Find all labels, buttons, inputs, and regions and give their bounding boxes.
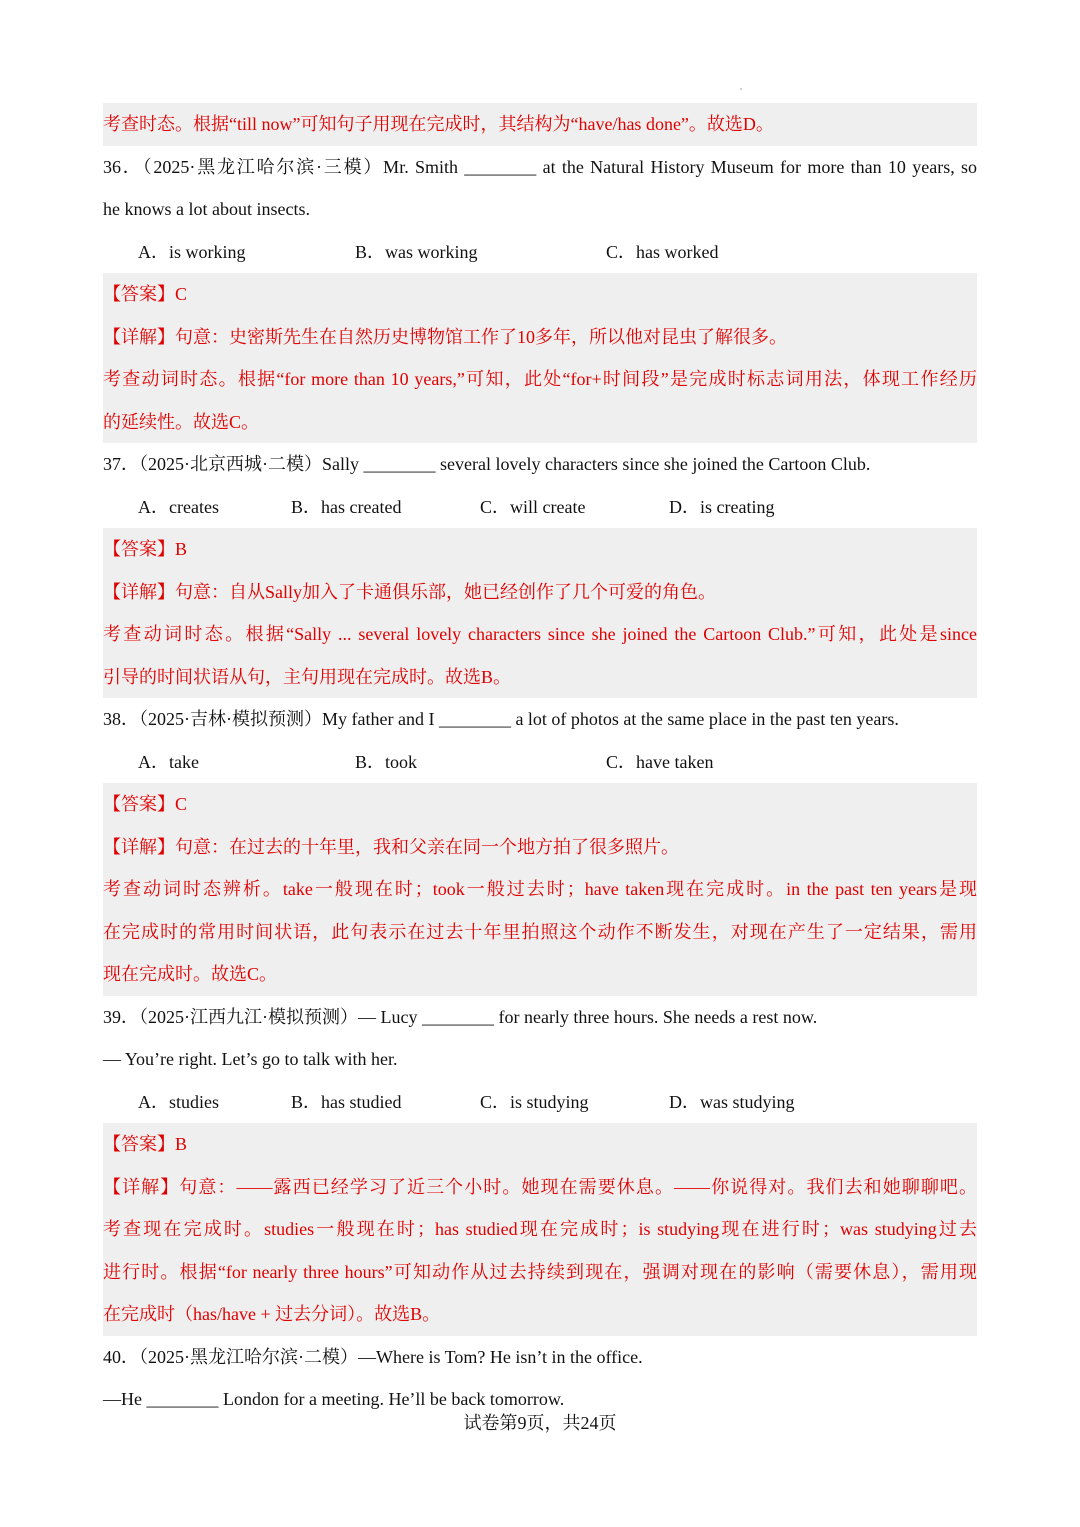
answer: 【答案】B: [103, 539, 188, 559]
detail: 【详解】句意：——露西已经学习了近三个小时。她现在需要休息。——你说得对。我们去和她聊聊吧。: [103, 1176, 977, 1197]
answer: 【答案】B: [103, 1134, 188, 1154]
answer: 【答案】C: [103, 284, 188, 304]
option-a: A．studies: [138, 1091, 219, 1112]
question-40-stem-cont: —He ________ London for a meeting. He’ll be back tomorrow.: [103, 1389, 565, 1409]
question-36-stem: 36．（2025·黑龙江哈尔滨·三模）Mr. Smith ________ at the Natural History Museum for more than 10 years, so: [103, 156, 977, 177]
option-c: C．is studying: [480, 1091, 589, 1112]
question-37-solution: [103, 528, 977, 698]
analysis-line: 在完成时的常用时间状语，此句表示在过去十年里拍照这个动作不断发生，对现在产生了一定结果，需用: [103, 921, 977, 942]
option-d: D．was studying: [669, 1091, 795, 1112]
question-39-stem-cont: — You’re right. Let’s go to talk with her.: [103, 1049, 398, 1069]
analysis-line: 现在完成时。故选C。: [103, 964, 278, 984]
question-39-options: [103, 1081, 977, 1124]
option-b: B．has studied: [291, 1091, 402, 1112]
question-36-options: [103, 231, 977, 274]
question-39-stem: 39．（2025·江西九江·模拟预测）— Lucy ________ for nearly three hours. She needs a rest now.: [103, 1006, 818, 1027]
previous-analysis: 考查时态。根据“till now”可知句子用现在完成时，其结构为“have/has done”。故选D。: [103, 103, 977, 146]
question-38-solution: [103, 783, 977, 996]
option-b: B．took: [355, 751, 418, 772]
analysis-line: 考查现在完成时。studies一般现在时；has studied现在完成时；is studying现在进行时；was studying过去: [103, 1219, 977, 1239]
analysis-line: 考查动词时态。根据“for more than 10 years,”可知，此处“for+时间段”是完成时标志词用法，体现工作经历: [103, 369, 977, 389]
option-c: C．has worked: [606, 241, 719, 262]
exam-page: [103, 103, 977, 1421]
question-37-options: [103, 486, 977, 529]
option-a: A．is working: [138, 241, 246, 262]
analysis-line: 引导的时间状语从句，主句用现在完成时。故选B。: [103, 666, 512, 687]
option-a: A．creates: [138, 496, 219, 517]
question-39-solution: [103, 1123, 977, 1336]
detail: 【详解】句意：自从Sally加入了卡通俱乐部，她已经创作了几个可爱的角色。: [103, 581, 716, 602]
analysis-line: 考查动词时态。根据“Sally ... several lovely characters since she joined the Cartoon Club.”可知，此处是since: [103, 624, 977, 644]
page-footer: 试卷第9页，共24页: [463, 1413, 617, 1433]
detail: 【详解】句意：在过去的十年里，我和父亲在同一个地方拍了很多照片。: [103, 836, 679, 857]
option-d: D．is creating: [669, 496, 775, 517]
scan-dot: [740, 88, 742, 90]
analysis-line: 考查动词时态辨析。take一般现在时；took一般过去时；have taken现在完成时。in the past ten years是现: [103, 879, 977, 899]
option-b: B．has created: [291, 496, 402, 517]
detail: 【详解】句意：史密斯先生在自然历史博物馆工作了10多年，所以他对昆虫了解很多。: [103, 326, 787, 347]
option-c: C．have taken: [606, 751, 714, 772]
question-38-options: [103, 741, 977, 784]
option-a: A．take: [138, 751, 199, 772]
question-36-stem-cont: he knows a lot about insects.: [103, 199, 310, 219]
option-b: B．was working: [355, 241, 478, 262]
answer: 【答案】C: [103, 794, 188, 814]
question-40-stem: 40．（2025·黑龙江哈尔滨·二模）—Where is Tom? He isn’t in the office.: [103, 1346, 643, 1367]
question-36-solution: [103, 273, 977, 443]
analysis-line: 进行时。根据“for nearly three hours”可知动作从过去持续到现在，强调对现在的影响（需要休息），需用现: [103, 1261, 977, 1282]
question-38-stem: 38．（2025·吉林·模拟预测）My father and I ________ a lot of photos at the same place in the past ten years.: [103, 709, 899, 729]
analysis-line: 的延续性。故选C。: [103, 411, 260, 432]
question-37-stem: 37．（2025·北京西城·二模）Sally ________ several lovely characters since she joined the Cartoon Club.: [103, 454, 871, 474]
analysis-line: 在完成时（has/have + 过去分词）。故选B。: [103, 1304, 441, 1324]
option-c: C．will create: [480, 496, 586, 517]
